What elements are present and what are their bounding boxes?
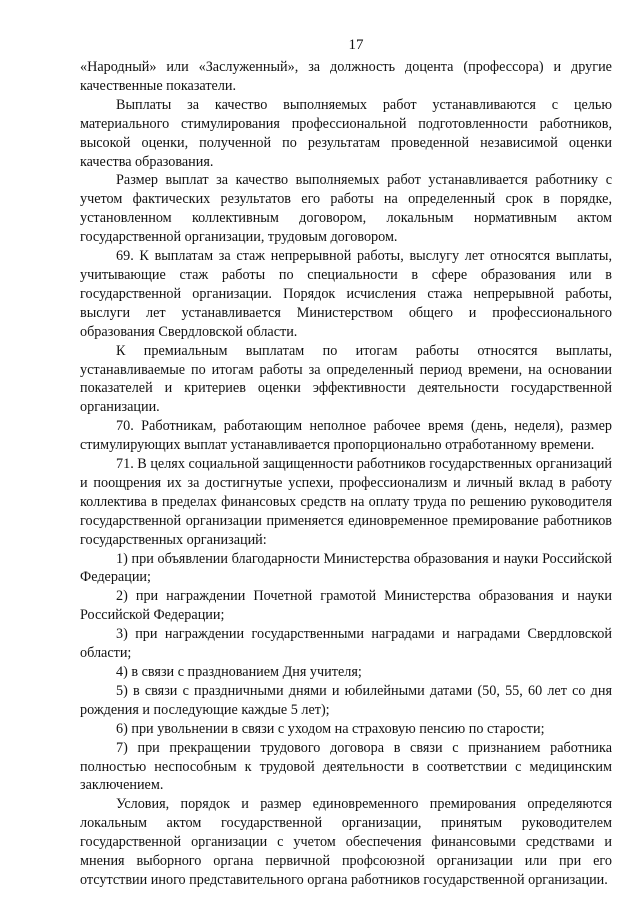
- paragraph-bonus-conditions: Условия, порядок и размер единовременного премирования определяются локальным актом государственной организации, принятым руководителем государственной организации с учетом обеспечения финансовыми средствами и мнения выборного органа первичной профсоюзной организации или при его отсутствии иного представительного органа работников государственной организации.: [80, 796, 612, 888]
- page-number: 17: [348, 37, 364, 53]
- paragraph-69-seniority-payments: 69. К выплатам за стаж непрерывной работы, выслугу лет относятся выплаты, учитывающие стаж работы по специальности в сфере образования или в государственной организации. Порядок исчисления стажа непрерывной работы, выслуги лет устанавливается Министерством общего и профессионального образования Свердловской области.: [80, 248, 612, 340]
- list-item-2: 2) при награждении Почетной грамотой Министерства образования и науки Российской Федерации;: [80, 588, 612, 624]
- paragraph-quality-payments-purpose: Выплаты за качество выполняемых работ устанавливаются с целью материального стимулирования профессиональной подготовленности работников, высокой оценки, полученной по результатам проведенной независимой оценки качества образования.: [80, 96, 612, 170]
- list-item-5: 5) в связи с праздничными днями и юбилейными датами (50, 55, 60 лет со дня рождения и последующие каждые 5 лет);: [80, 682, 612, 718]
- paragraph-70-part-time: 70. Работникам, работающим неполное рабочее время (день, неделя), размер стимулирующих выплат устанавливается пропорционально отработанному времени.: [80, 418, 612, 454]
- list-item-3: 3) при награждении государственными наградами и наградами Свердловской области;: [80, 626, 612, 662]
- list-item-7: 7) при прекращении трудового договора в связи с признанием работника полностью неспособным к трудовой деятельности в соответствии с медицинским заключением.: [80, 739, 612, 794]
- list-item-1: 1) при объявлении благодарности Министерства образования и науки Российской Федерации;: [80, 550, 612, 586]
- paragraph-quality-payments-size: Размер выплат за качество выполняемых работ устанавливается работнику с учетом фактических результатов его работы на определенный срок в порядке, установленном коллективным договором, локальным нормативным актом государственной организации, трудовым договором.: [80, 172, 612, 246]
- list-item-4: 4) в связи с празднованием Дня учителя;: [116, 664, 362, 680]
- paragraph-71-one-time-bonus: 71. В целях социальной защищенности работников государственных организаций и поощрения их за достигнутые успехи, профессионализм и личный вклад в работу коллектива в пределах финансовых средств на оплату труда по решению руководителя государственной организации применяется единовременное премирование работников государственных организаций:: [80, 456, 612, 548]
- paragraph-honorary-titles: «Народный» или «Заслуженный», за должность доцента (профессора) и другие качественные показатели.: [80, 59, 612, 94]
- list-item-6: 6) при увольнении в связи с уходом на страховую пенсию по старости;: [116, 720, 545, 737]
- paragraph-bonus-payments: К премиальным выплатам по итогам работы относятся выплаты, устанавливаемые по итогам работы за определенный период времени, на основании показателей и критериев оценки эффективности деятельности государственной организации.: [80, 342, 612, 416]
